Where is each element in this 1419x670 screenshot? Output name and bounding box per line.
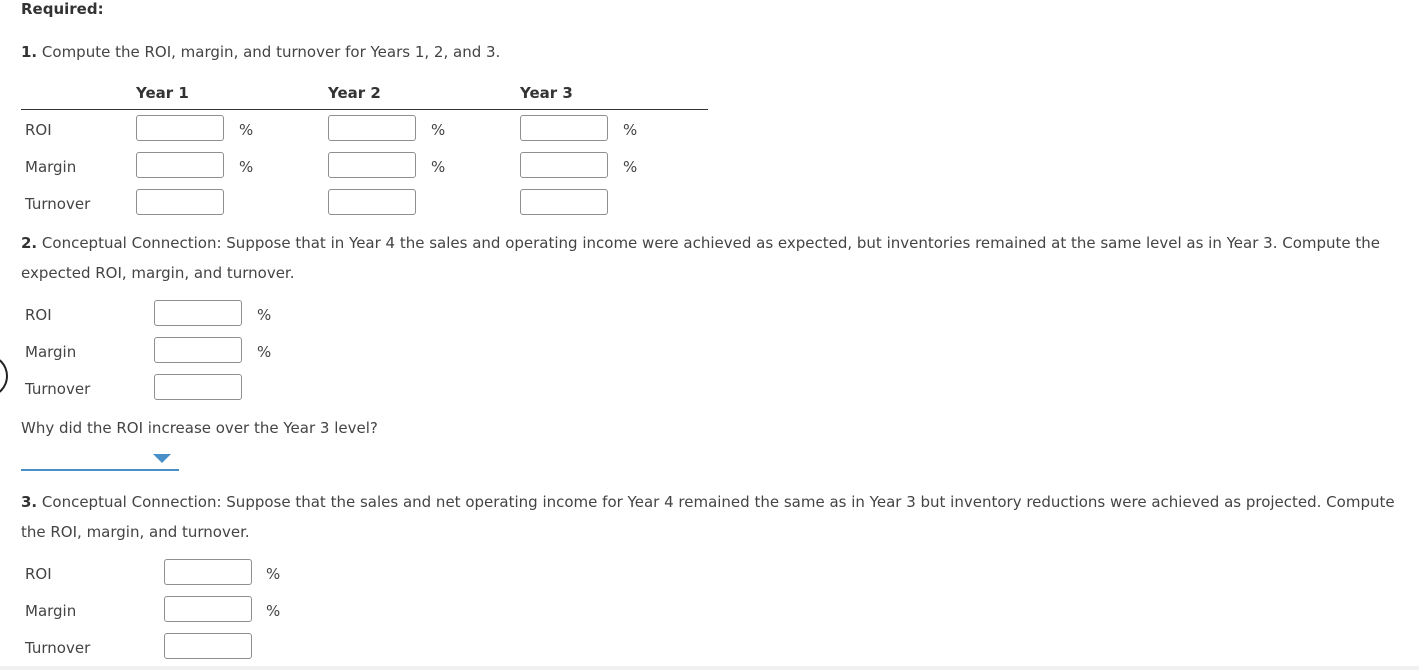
part2-margin-unit: % [257, 343, 272, 361]
part1-row-label-turnover: Turnover [25, 195, 91, 213]
part1-question [21, 37, 500, 67]
part3-row-label-turnover: Turnover [25, 639, 91, 657]
part3-row-label-margin: Margin [25, 602, 77, 620]
part1-number: 1. [21, 43, 38, 61]
part3-roi-input[interactable] [164, 559, 252, 585]
part3-row-label-roi: ROI [25, 565, 52, 583]
part1-turnover-year1-input[interactable] [136, 189, 224, 215]
part1-row-label-roi: ROI [25, 121, 52, 139]
part3-turnover-input[interactable] [164, 633, 252, 659]
part3-question [21, 487, 1419, 517]
part3-margin-unit: % [266, 602, 281, 620]
part1-text: Compute the ROI, margin, and turnover for Years 1, 2, and 3. [41, 43, 501, 61]
part2-text-line2: expected ROI, margin, and turnover. [21, 264, 295, 282]
part1-row-label-margin: Margin [25, 158, 77, 176]
part2-question [21, 228, 1411, 258]
bottom-scroll-bar [0, 666, 1419, 670]
chevron-down-icon[interactable] [153, 454, 171, 463]
side-circle-icon [0, 355, 8, 397]
part2-roi-input[interactable] [154, 300, 242, 326]
col-header-year1: Year 1 [136, 84, 189, 102]
part3-number: 3. [21, 493, 38, 511]
part3-roi-unit: % [266, 565, 281, 583]
part1-roi-year3-input[interactable] [520, 115, 608, 141]
part1-turnover-year3-input[interactable] [520, 189, 608, 215]
part2-number: 2. [21, 234, 38, 252]
part1-turnover-year2-input[interactable] [328, 189, 416, 215]
part3-text-line2: the ROI, margin, and turnover. [21, 523, 250, 541]
col-header-year3: Year 3 [520, 84, 573, 102]
part3-margin-input[interactable] [164, 596, 252, 622]
part1-margin-year3-unit: % [623, 158, 638, 176]
part1-margin-year3-input[interactable] [520, 152, 608, 178]
part1-roi-year1-unit: % [239, 121, 254, 139]
part1-roi-year2-unit: % [431, 121, 446, 139]
col-header-year2: Year 2 [328, 84, 381, 102]
part3-text-line1: Conceptual Connection: Suppose that the sales and net operating income for Year 4 remained the same as in Year 3 but inventory reductions were achieved as projected. Compute [41, 493, 1395, 511]
part2-text-line1: Conceptual Connection: Suppose that in Year 4 the sales and operating income were achieved as expected, but inventories remained at the same level as in Year 3. Compute the [41, 234, 1381, 252]
part1-margin-year2-input[interactable] [328, 152, 416, 178]
part1-margin-year2-unit: % [431, 158, 446, 176]
part1-margin-year1-input[interactable] [136, 152, 224, 178]
part2-margin-input[interactable] [154, 337, 242, 363]
required-heading: Required: [21, 0, 104, 18]
table-header-divider [21, 109, 708, 110]
part2-row-label-turnover: Turnover [25, 380, 91, 398]
part1-roi-year3-unit: % [623, 121, 638, 139]
part2-row-label-margin: Margin [25, 343, 77, 361]
part2-roi-unit: % [257, 306, 272, 324]
part1-margin-year1-unit: % [239, 158, 254, 176]
part1-roi-year1-input[interactable] [136, 115, 224, 141]
part2-why-question: Why did the ROI increase over the Year 3 level? [21, 419, 378, 437]
part2-why-dropdown[interactable] [21, 450, 179, 471]
part1-roi-year2-input[interactable] [328, 115, 416, 141]
part2-row-label-roi: ROI [25, 306, 52, 324]
part2-turnover-input[interactable] [154, 374, 242, 400]
